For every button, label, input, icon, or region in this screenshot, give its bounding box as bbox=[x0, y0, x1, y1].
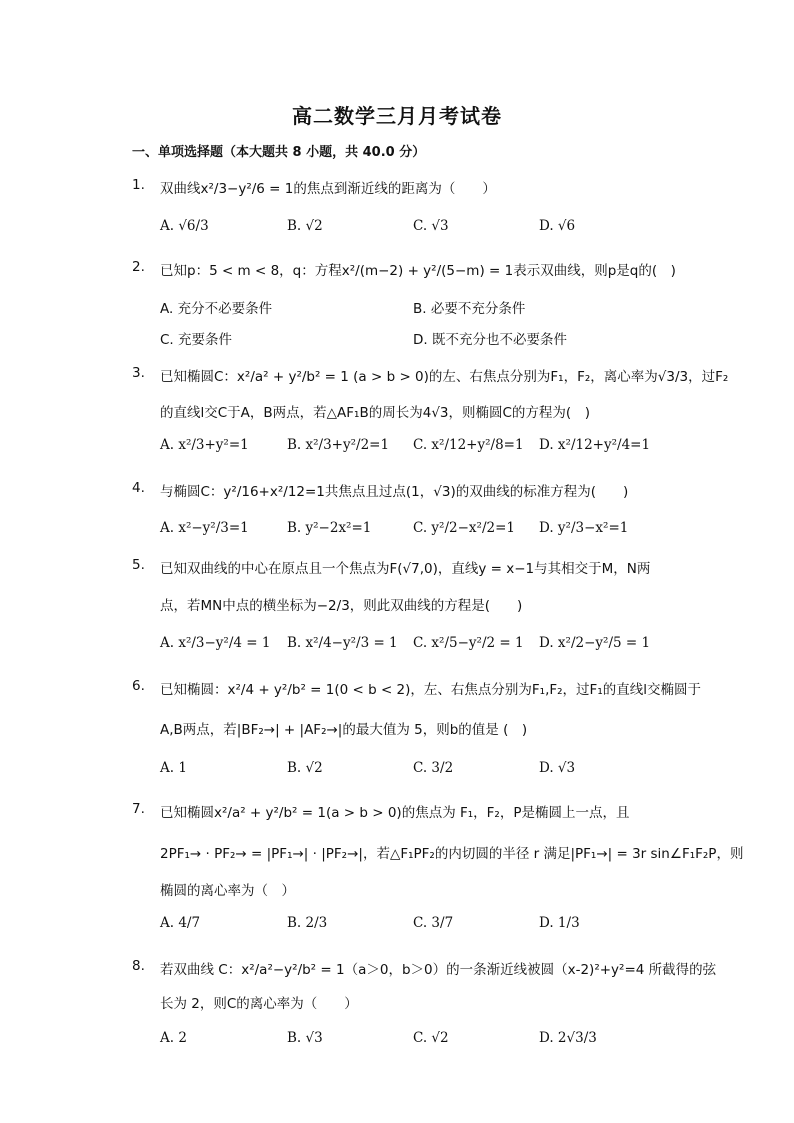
option-a: A. x²/3−y²/4 = 1 bbox=[160, 635, 271, 651]
option-b: B. x²/4−y²/3 = 1 bbox=[287, 635, 398, 651]
question-number: 1. bbox=[132, 177, 145, 193]
option-d: D. 1/3 bbox=[539, 915, 580, 931]
question-number: 6. bbox=[132, 678, 145, 694]
section-heading: 一、单项选择题（本大题共 8 小题，共 40.0 分） bbox=[132, 145, 426, 160]
option-d: D. x²/2−y²/5 = 1 bbox=[539, 635, 651, 651]
question-text: 的直线l交C于A，B两点，若△AF₁B的周长为4√3，则椭圆C的方程为( ) bbox=[160, 405, 590, 421]
option-a: A. √6/3 bbox=[160, 218, 209, 234]
option-c: C. √2 bbox=[413, 1030, 449, 1046]
option-a: A. 4/7 bbox=[160, 915, 201, 931]
option-b: B. y²−2x²=1 bbox=[287, 520, 372, 536]
option-d: D. √6 bbox=[539, 218, 576, 234]
question-text: 椭圆的离心率为（ ） bbox=[160, 883, 295, 899]
option-a: A. x²/3+y²=1 bbox=[160, 437, 249, 453]
question-text: 2PF₁→ · PF₂→ = |PF₁→| · |PF₂→|，若△F₁PF₂的内切圆的半径 r 满足|PF₁→| = 3r sin∠F₁F₂P，则 bbox=[160, 846, 744, 862]
option-c: C. √3 bbox=[413, 218, 449, 234]
option-c: C. 充要条件 bbox=[160, 332, 233, 348]
option-d: D. x²/12+y²/4=1 bbox=[539, 437, 651, 453]
option-c: C. x²/5−y²/2 = 1 bbox=[413, 635, 524, 651]
question-number: 5. bbox=[132, 557, 145, 573]
question-number: 7. bbox=[132, 801, 145, 817]
question-text: 双曲线x²/3−y²/6 = 1的焦点到渐近线的距离为（ ） bbox=[160, 181, 496, 197]
option-b: B. √2 bbox=[287, 218, 323, 234]
question-text: 已知p：5 < m < 8，q：方程x²/(m−2) + y²/(5−m) = 1表示双曲线，则p是q的( ) bbox=[160, 263, 676, 279]
question-text: 已知椭圆x²/a² + y²/b² = 1(a > b > 0)的焦点为 F₁，F₂，P是椭圆上一点，且 bbox=[160, 805, 630, 821]
option-b: B. √2 bbox=[287, 760, 323, 776]
question-text: 已知椭圆：x²/4 + y²/b² = 1(0 < b < 2)，左、右焦点分别为F₁,F₂，过F₁的直线l交椭圆于 bbox=[160, 682, 701, 698]
option-c: C. x²/12+y²/8=1 bbox=[413, 437, 524, 453]
option-b: B. x²/3+y²/2=1 bbox=[287, 437, 390, 453]
question-number: 4. bbox=[132, 480, 145, 496]
question-text: 已知椭圆C：x²/a² + y²/b² = 1 (a > b > 0)的左、右焦点分别为F₁，F₂，离心率为√3/3，过F₂ bbox=[160, 369, 729, 385]
option-a: A. 2 bbox=[160, 1030, 187, 1046]
option-c: C. 3/7 bbox=[413, 915, 454, 931]
question-text: 长为 2，则C的离心率为（ ） bbox=[160, 996, 358, 1012]
option-b: B. √3 bbox=[287, 1030, 323, 1046]
page-title: 高二数学三月月考试卷 bbox=[292, 104, 502, 128]
question-text: 已知双曲线的中心在原点且一个焦点为F(√7,0)，直线y = x−1与其相交于M，N两 bbox=[160, 561, 651, 577]
option-b: B. 必要不充分条件 bbox=[413, 301, 526, 317]
option-d: D. 2√3/3 bbox=[539, 1030, 597, 1046]
question-number: 2. bbox=[132, 259, 145, 275]
question-text: 点，若MN中点的横坐标为−2/3，则此双曲线的方程是( ) bbox=[160, 598, 523, 614]
option-d: D. y²/3−x²=1 bbox=[539, 520, 629, 536]
option-a: A. 充分不必要条件 bbox=[160, 301, 273, 317]
question-number: 3. bbox=[132, 365, 145, 381]
option-d: D. 既不充分也不必要条件 bbox=[413, 332, 567, 348]
option-b: B. 2/3 bbox=[287, 915, 328, 931]
question-text: 与椭圆C：y²/16+x²/12=1共焦点且过点(1，√3)的双曲线的标准方程为( ) bbox=[160, 484, 629, 500]
option-c: C. y²/2−x²/2=1 bbox=[413, 520, 515, 536]
option-a: A. x²−y²/3=1 bbox=[160, 520, 249, 536]
question-text: A,B两点，若|BF₂→| + |AF₂→|的最大值为 5，则b的值是 ( ) bbox=[160, 722, 528, 738]
option-a: A. 1 bbox=[160, 760, 187, 776]
option-d: D. √3 bbox=[539, 760, 576, 776]
question-text: 若双曲线 C：x²/a²−y²/b² = 1（a＞0，b＞0）的一条渐近线被圆（x-2)²+y²=4 所截得的弦 bbox=[160, 962, 717, 978]
option-c: C. 3/2 bbox=[413, 760, 454, 776]
question-number: 8. bbox=[132, 958, 145, 974]
